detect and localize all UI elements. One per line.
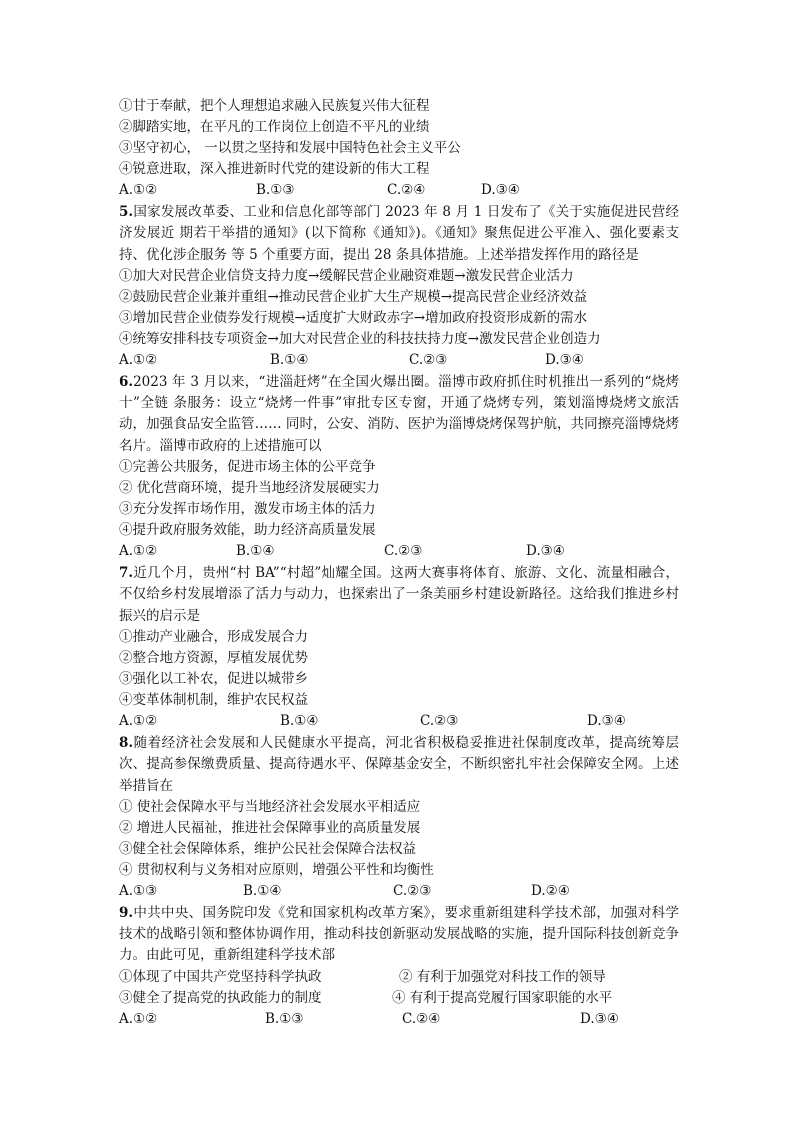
option-d[interactable]: D.③④ [580, 1010, 619, 1027]
answer-options [119, 180, 679, 201]
option-b[interactable]: B.①③ [256, 182, 295, 198]
option-c[interactable]: C.②③ [384, 543, 423, 560]
answer-options [119, 541, 679, 562]
question-9 [119, 903, 679, 1030]
option-c[interactable]: C.②④ [402, 1010, 441, 1027]
statement: ②整合地方资源，厚植发展优势 [119, 649, 308, 666]
question-number: 8. [119, 734, 134, 751]
statement: ③强化以工补农，促进以城带乡 [119, 670, 308, 687]
option-d[interactable]: D.③④ [481, 182, 520, 198]
statement: ④ 贯彻权利与义务相对应原则，增强公平性和均衡性 [119, 861, 434, 878]
question-stem [119, 733, 679, 797]
option-a[interactable]: A.①② [119, 712, 158, 729]
option-d[interactable]: D.③④ [587, 712, 626, 729]
answer-options [119, 350, 679, 371]
option-c[interactable]: C.②④ [387, 182, 426, 198]
option-d[interactable]: D.③④ [526, 543, 565, 560]
statement: ④锐意进取，深入推进新时代党的建设新的伟大工程 [119, 161, 430, 177]
question-stem [119, 372, 679, 457]
option-a[interactable]: A.①② [119, 543, 158, 560]
question-number: 9. [119, 904, 134, 921]
question-text: 国家发展改革委、工业和信息化部等部门 2023 年 8 月 1 日发布了《关于实施促进民营经济发展近 期若干举措的通知》(以下简称《通知》)。《通知》聚焦促进公平准入、强化要素支持、优化涉企服务 等 5 个重要方面，提出 28 条具体措施。上述举措发挥作用的路径是 [119, 204, 679, 263]
statement-row [119, 988, 679, 1009]
question-6 [119, 372, 679, 562]
statement: ①体现了中国共产党坚持科学执政 [119, 968, 322, 985]
statement-row [119, 967, 679, 988]
question-4-tail [119, 96, 679, 201]
question-text: 中共中央、国务院印发《党和国家机构改革方案》，要求重新组建科学技术部，加强对科学技术的战略引领和整体协调作用，推动科技创新驱动发展战略的实施，提升国际科技创新竞争力。由此可见，重新组建科学技术部 [119, 904, 679, 964]
statement: ② 有利于加强党对科技工作的领导 [399, 968, 606, 985]
question-text: 随着经济社会发展和人民健康水平提高，河北省积极稳妥推进社保制度改革，提高统筹层次、提高参保缴费质量、提高待遇水平、保障基金安全，不断织密扎牢社会保障安全网。上述举措旨在 [119, 734, 679, 794]
statement: ①推动产业融合，形成发展合力 [119, 628, 308, 645]
question-8 [119, 733, 679, 902]
statement: ④ 有利于提高党履行国家职能的水平 [392, 989, 613, 1006]
question-stem [119, 202, 679, 266]
option-b[interactable]: B.①④ [243, 882, 282, 899]
answer-options [119, 711, 679, 732]
option-a[interactable]: A.①② [119, 182, 158, 198]
statement: ①完善公共服务，促进市场主体的公平竞争 [119, 459, 376, 476]
statement: ③健全社会保障体系，维护公民社会保障合法权益 [119, 840, 416, 857]
statement: ② 增进人民福祉，推进社会保障事业的高质量发展 [119, 819, 421, 836]
option-b[interactable]: B.①③ [265, 1010, 304, 1027]
statement: ③增加民营企业债券发行规模→适度扩大财政赤字→增加政府投资形成新的需水 [119, 309, 588, 326]
option-d[interactable]: D.②④ [531, 882, 570, 899]
statement: ①甘于奉献，把个人理想追求融入民族复兴伟大征程 [119, 98, 430, 114]
exam-page [119, 96, 679, 1030]
option-c[interactable]: C.②③ [393, 882, 432, 899]
statement: ②脚踏实地，在平凡的工作岗位上创造不平凡的业绩 [119, 119, 430, 135]
statement: ③坚守初心， 一以贯之坚持和发展中国特色社会主义平公 [119, 140, 461, 156]
option-b[interactable]: B.①④ [270, 351, 309, 368]
option-c[interactable]: C.②③ [409, 351, 448, 368]
question-text: 2023 年 3 月以来，“进淄赶烤”在全国火爆出圈。淄博市政府抓住时机推出一系列的“烧烤十”全链 条服务：设立“烧烤一件事”审批专区专窗，开通了烧烤专列，策划淄博烧烤文旅活动，加强食品安全监管…… 同时，公安、消防、医护为淄博烧烤保驾护航，共同擦亮淄博烧烤名片。淄博市政府的上述措施可以 [119, 373, 679, 454]
statement: ④提升政府服务效能，助力经济高质量发展 [119, 522, 376, 539]
statement: ④统筹安排科技专项资金→加大对民营企业的科技扶持力度→激发民营企业创造力 [119, 330, 601, 347]
question-number: 7. [119, 565, 134, 582]
statement: ③充分发挥市场作用，激发市场主体的活力 [119, 501, 376, 518]
question-number: 5. [119, 204, 134, 220]
question-stem [119, 903, 679, 967]
question-text: 近几个月，贵州“村 BA”“村超”灿耀全国。这两大赛事将体育、旅游、文化、流量相融合，不仅给乡村发展增添了活力与动力，也探索出了一条美丽乡村建设新路径。这给我们推进乡村振兴的启示是 [119, 565, 679, 624]
answer-options [119, 1009, 679, 1030]
option-a[interactable]: A.①② [119, 1010, 158, 1027]
statement: ④变革体制机制，维护农民权益 [119, 691, 308, 708]
question-7 [119, 563, 679, 732]
option-b[interactable]: B.①④ [280, 712, 319, 729]
statement: ①加大对民营企业信贷支持力度→缓解民营企业融资难题→激发民营企业活力 [119, 267, 574, 284]
statement: ②鼓励民营企业兼并重组→推动民营企业扩大生产规模→提高民营企业经济效益 [119, 288, 588, 305]
statement: ① 使社会保障水平与当地经济社会发展水平相适应 [119, 798, 421, 815]
option-d[interactable]: D.③④ [545, 351, 584, 368]
question-stem [119, 563, 679, 627]
option-a[interactable]: A.①② [119, 351, 158, 368]
question-5 [119, 202, 679, 371]
answer-options [119, 881, 679, 902]
statement: ② 优化营商环境，提升当地经济发展硬实力 [119, 480, 380, 497]
option-a[interactable]: A.①③ [119, 882, 158, 899]
option-b[interactable]: B.①④ [236, 543, 275, 560]
statement: ③健全了提高党的执政能力的制度 [119, 989, 322, 1006]
question-number: 6. [119, 373, 134, 390]
option-c[interactable]: C.②③ [420, 712, 459, 729]
